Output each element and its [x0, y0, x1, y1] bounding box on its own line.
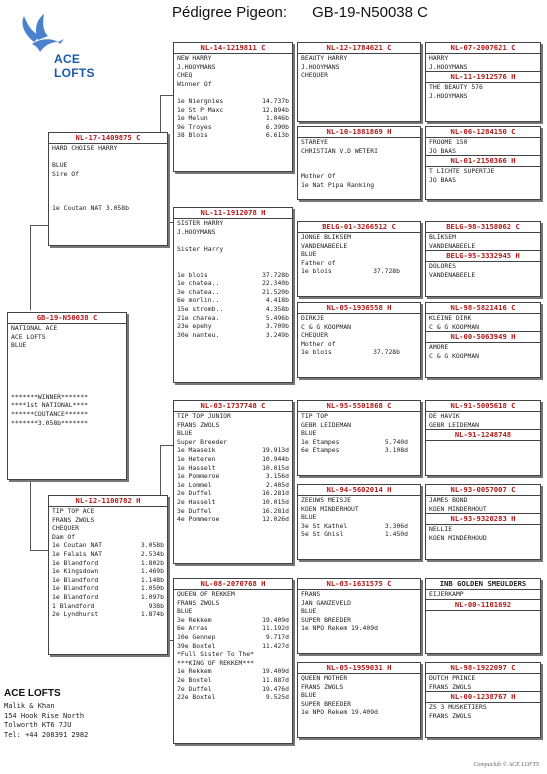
result-row: 3e chatea.. 21.520b — [177, 287, 289, 296]
result-row: 2e Boxtel 11.887d — [177, 675, 289, 684]
dam-box — [48, 495, 168, 655]
result-row: 1e Blandford 1.802b — [52, 558, 164, 567]
result-row: 1e Niergnies 14.737b — [177, 96, 289, 105]
logo-text: ACE LOFTS — [54, 52, 95, 80]
g-pair-4 — [425, 302, 541, 378]
owner-line: J.HOOYMANS — [177, 227, 216, 236]
owner-line: FRANS ZWOLS — [429, 711, 472, 720]
ring-number: NL-03-1737748 C — [174, 401, 292, 412]
text-line — [174, 253, 292, 262]
breeder-contact — [4, 688, 174, 740]
text-line: ***KING OF REKKEM*** — [177, 658, 254, 667]
result-row: 6e Arras 11.192d — [177, 624, 289, 633]
ring-number: NL-03-1631575 C — [298, 579, 420, 590]
g-pair-7 — [425, 578, 541, 654]
g-pair-5 — [425, 400, 541, 476]
result-row: 1e Blandford 1.097b — [52, 592, 164, 601]
owner-line: J.HOOYMANS — [177, 62, 216, 71]
text-line — [298, 164, 420, 173]
ring-number: NL-91-1248748 — [426, 429, 540, 441]
color-line: BLUE — [52, 161, 68, 170]
owner-line: GEBR LEIDEMAN — [429, 420, 480, 429]
owner-line: ACE LOFTS — [11, 332, 46, 341]
text-line — [8, 376, 126, 385]
breeder-name: ACE LOFTS — [4, 688, 61, 699]
result-row: 1 Blandford 938b — [52, 601, 164, 610]
text-line: Super Breeder — [177, 437, 228, 446]
owner-line: C & G KOOPMAN — [429, 351, 480, 360]
result-row: 10e Gennep 9.717d — [177, 632, 289, 641]
contact-line: 154 Hook Rise North — [4, 711, 85, 720]
text-line: Father of — [301, 258, 336, 267]
owner-line: FRANS ZWOLS — [52, 515, 95, 524]
ring-number: NL-12-1784621 C — [298, 43, 420, 54]
name-line: JONGE BLIKSEM — [301, 233, 352, 241]
ring-number: NL-10-1881869 H — [298, 127, 420, 138]
owner-line: JO BAAS — [429, 175, 456, 184]
g-pair-3 — [425, 221, 541, 297]
text-line — [174, 236, 292, 245]
text-line: SUPER BREEDER — [301, 699, 352, 708]
title-ring: GB-19-N50038 C — [312, 4, 428, 21]
result-row: 3e St Kathel 3.306d — [301, 521, 408, 530]
result-row: 7e Duffel 19.476d — [177, 684, 289, 693]
result-row: 2e Duffel 16.281d — [177, 489, 289, 498]
color-line: BLUE — [177, 429, 193, 438]
result-row: 1e Maaseik 19.913d — [177, 446, 289, 455]
dam-dam-box — [173, 578, 293, 744]
name-line: SISTER HARRY — [177, 219, 224, 227]
text-line: Winner Of — [177, 79, 212, 88]
name-line: THE BEAUTY 576 — [429, 83, 483, 92]
result-row: 4e Pommeroe 12.026d — [177, 515, 289, 524]
ring-number: NL-93-0057007 C — [426, 485, 540, 496]
ring-number: NL-98-5821416 C — [426, 303, 540, 314]
g-pair-1 — [425, 42, 541, 122]
winner-line: ****1st NATIONAL**** — [11, 401, 88, 410]
owner-line: CHRISTIAN V.D WETERI — [301, 146, 378, 155]
sire-sire-box — [173, 42, 293, 172]
owner-line: VANDENABEELE — [429, 270, 476, 279]
contact-line: Tel: +44 208391 2982 — [4, 730, 89, 739]
g-pair-2 — [425, 126, 541, 200]
text-line: 1e Nat Pipa Ranking — [301, 180, 375, 189]
result-row: 3e Duffel 16.281d — [177, 506, 289, 515]
ring-number: NL-11-1912576 H — [426, 71, 540, 83]
sss-box — [297, 42, 421, 122]
dds-box — [297, 578, 421, 654]
result-row: 1e Lommel 2.405d — [177, 480, 289, 489]
name-line: BLIKSEM — [429, 233, 456, 241]
owner-line: GEBR LEIDEMAN — [301, 420, 352, 429]
sire-box — [48, 132, 168, 246]
subject-box — [7, 312, 127, 480]
owner-line: C & G KOOPMAN — [301, 322, 352, 331]
owner-line: J.HOOYMANS — [429, 91, 468, 100]
text-line — [174, 88, 292, 97]
result-row: 9e Troyes 6.390b — [177, 122, 289, 131]
text-line: Mother Of — [301, 172, 336, 181]
ring-number: NL-91-5005618 C — [426, 401, 540, 412]
sire-dam-box — [173, 207, 293, 383]
name-line: T LICHTE SUPERTJE — [429, 167, 495, 176]
ring-number: NL-95-5501868 C — [298, 401, 420, 412]
color-line: BLUE — [301, 607, 317, 616]
ring-number: NL-00-5063949 H — [426, 331, 540, 343]
name-line: ZS 3 MUSKETIERS — [429, 703, 487, 712]
text-line — [8, 367, 126, 376]
dsd-box — [297, 484, 421, 560]
ssd-box — [297, 126, 421, 200]
name-line: NEW HARRY — [177, 54, 212, 62]
ring-number: NL-14-1219811 C — [174, 43, 292, 54]
ring-number: NL-93-9320283 H — [426, 513, 540, 525]
ring-number: INB GOLDEN SMEULDERS — [426, 579, 540, 590]
owner-line: C & G KOOPMAN — [429, 322, 480, 331]
title-label: Pédigree Pigeon: — [171, 4, 288, 21]
name-line: DE HAVIK — [429, 412, 460, 420]
ddd-box — [297, 662, 421, 738]
name-line: TIP TOP JUNIOR — [177, 412, 231, 420]
text-line — [49, 187, 167, 196]
name-line: DIRKJE — [301, 314, 325, 322]
result-row: 1e Pommeroe 3.156d — [177, 472, 289, 481]
result-row: 1e Blandford 1.148b — [52, 575, 164, 584]
owner-line: FRANS ZWOLS — [301, 682, 344, 691]
color-line: BLUE — [11, 341, 27, 350]
dam-sire-box — [173, 400, 293, 564]
owner-line: KOEN MINDERHOUT — [429, 504, 487, 513]
name-line: JAMES BOND — [429, 496, 468, 504]
ring-number: NL-12-1100782 H — [49, 496, 167, 507]
text-line — [8, 350, 126, 359]
ring-number: NL-08-2070768 H — [174, 579, 292, 590]
result-row: 2e Lyndhurst 1.874b — [52, 610, 164, 619]
ring-number: NL-98-1922097 C — [426, 663, 540, 674]
result-row: 3e Rekkem 19.409d — [177, 615, 289, 624]
owner-line: JO BAAS — [429, 146, 456, 155]
ace-lofts-logo — [14, 12, 124, 80]
name-line: HARD CHOISE HARRY — [52, 144, 118, 152]
result-row: 39e Boxtel 11.427d — [177, 641, 289, 650]
result-row: 1e Melun 1.046b — [177, 114, 289, 123]
g-pair-6 — [425, 484, 541, 560]
result-row: 1e Falais NAT 2.534b — [52, 549, 164, 558]
result-row: 23e epehy 3.709b — [177, 322, 289, 331]
result-row: 22e Boxtel 9.525d — [177, 693, 289, 702]
result-row: 1e Etampes 5.740d — [301, 437, 408, 446]
text-line — [49, 178, 167, 187]
text-line: Sister Harry — [177, 244, 224, 253]
spacer — [174, 262, 292, 271]
text-line — [49, 153, 167, 162]
text-line: Mother of — [301, 339, 336, 348]
name-line: TIP TOP — [301, 412, 328, 420]
owner-line: FRANS ZWOLS — [177, 598, 220, 607]
winner-line: *******WINNER******* — [11, 392, 88, 401]
ring-number: NL-94-5602014 H — [298, 485, 420, 496]
owner-line: KOEN MINDERHOUT — [301, 504, 359, 513]
ring-number: NL-00-1101692 — [426, 599, 540, 611]
page-title — [140, 4, 460, 21]
result-row: 6e Etampes 3.108d — [301, 446, 408, 455]
result-row: 1e Hasselt 10.015d — [177, 463, 289, 472]
ring-number: BELG-98-3158062 C — [426, 222, 540, 233]
name-line: KLEINE DIRK — [429, 314, 472, 322]
result-row: 30e nanteu. 3.249b — [177, 330, 289, 339]
result-row: 1e blois 37.728b — [177, 270, 289, 279]
dss-box — [297, 400, 421, 476]
result-row: 1e Rekkem 19.409d — [177, 667, 289, 676]
ring-number: NL-11-1912078 H — [174, 208, 292, 219]
connector-line — [30, 225, 31, 310]
result-row: 15e stromb.. 4.358b — [177, 304, 289, 313]
result-row: 21e charea. 5.496b — [177, 313, 289, 322]
text-line — [8, 358, 126, 367]
ring-number: NL-05-1936558 H — [298, 303, 420, 314]
connector-line — [160, 445, 173, 446]
contact-line: Malik & Khan — [4, 702, 55, 710]
name-line: FRANS — [301, 590, 321, 598]
owner-line: FRANS ZWOLS — [177, 420, 220, 429]
result-row: 1e Heteren 10.944b — [177, 454, 289, 463]
name-line: DUTCH PRINCE — [429, 674, 476, 682]
winner-line: ******COUTANCE****** — [11, 409, 88, 418]
color-line: CHEQUER — [301, 71, 328, 80]
owner-line: J.HOOYMANS — [429, 62, 468, 71]
result-row: 38 Blois 6.613b — [177, 131, 289, 140]
owner-line: VANDENABEELE — [429, 241, 476, 250]
text-line — [298, 155, 420, 164]
ring-number: NL-01-2150366 H — [426, 155, 540, 167]
result-row: 1e Kingsdown 1.469b — [52, 567, 164, 576]
owner-line: J.HOOYMANS — [301, 62, 340, 71]
name-line: AMORE — [429, 343, 449, 352]
color-line: BLUE — [177, 607, 193, 616]
name-line: QUEEN OF REKKEM — [177, 590, 235, 598]
connector-line — [160, 95, 173, 96]
result-row: 1e Blandford 1.050b — [52, 584, 164, 593]
name-line: TIP TOP ACE — [52, 507, 95, 515]
text-line: SUPER BREEDER — [301, 615, 352, 624]
result-row: 5e St Ghisl 1.450d — [301, 530, 408, 539]
text-line — [8, 384, 126, 393]
owner-line: EIJERKAMP — [429, 590, 464, 598]
result-row: 1e Coutan NAT 3.058b — [52, 541, 164, 550]
connector-line — [30, 225, 48, 226]
owner-line: KOEN MINDERHOUD — [429, 533, 487, 542]
name-line: BEAUTY HARRY — [301, 54, 348, 62]
color-line: CHEQUER — [52, 524, 79, 533]
ring-number: NL-06-1284150 C — [426, 127, 540, 138]
ring-number: NL-05-1959031 H — [298, 663, 420, 674]
color-line: BLUE — [301, 513, 317, 522]
color-line: CHEQ — [177, 71, 193, 80]
result-line: 1e Coutan NAT 3.058b — [52, 204, 129, 213]
sds-box — [297, 221, 421, 297]
sdd-box — [297, 302, 421, 378]
ring-number: BELG-95-3332945 H — [426, 250, 540, 262]
ring-number: NL-00-1238767 H — [426, 691, 540, 703]
name-line: FROOME 150 — [429, 138, 468, 146]
text-line — [49, 196, 167, 205]
connector-line — [30, 478, 31, 550]
result-line: 1e NPO Rekem 19.409d — [301, 708, 378, 717]
name-line: NATIONAL ACE — [11, 324, 58, 332]
result-row: 6e morlin.. 4.418b — [177, 296, 289, 305]
ring-number: NL-07-2007621 C — [426, 43, 540, 54]
result-row: 1e blois 37.728b — [301, 348, 400, 357]
text-line: Dam Of — [52, 532, 76, 541]
contact-line: Tolworth KT6 7JU — [4, 721, 72, 729]
ring-number: BELG-01-3266512 C — [298, 222, 420, 233]
winner-line: *******3.058b******* — [11, 418, 88, 427]
color-line: BLUE — [301, 429, 317, 438]
result-row: 1e St P Maxc 12.894b — [177, 105, 289, 114]
name-line: DOLORES — [429, 262, 456, 271]
result-line: 1e NPO Rekem 19.409d — [301, 624, 378, 633]
name-line: HARRY — [429, 54, 449, 62]
name-line: QUEEN MOTHER — [301, 674, 348, 682]
result-row: 1e blois 37.728b — [301, 267, 400, 276]
result-row: 1e chatea.. 22.340b — [177, 279, 289, 288]
owner-line: FRANS ZWOLS — [429, 682, 472, 691]
ring-number: GB-19-N50038 C — [8, 313, 126, 324]
g-pair-8 — [425, 662, 541, 738]
color-line: BLUE — [301, 250, 317, 259]
color-line: CHEQUER — [301, 331, 328, 340]
owner-line: VANDENABEELE — [301, 241, 348, 250]
owner-line: JAN GANZEVELD — [301, 598, 352, 607]
connector-line — [30, 550, 48, 551]
name-line: NELLIE — [429, 525, 453, 534]
text-line: *Full Sister To The* — [177, 650, 254, 659]
name-line: STAREYE — [301, 138, 328, 146]
text-line: Sire Of — [52, 169, 79, 178]
color-line: BLUE — [301, 691, 317, 700]
result-row: 2e Hasselt 10.015d — [177, 497, 289, 506]
credit-text: Compuclub © ACE LOFTS — [473, 762, 539, 768]
ring-number: NL-17-1409875 C — [49, 133, 167, 144]
name-line: ZEEUWS MEISJE — [301, 496, 352, 504]
